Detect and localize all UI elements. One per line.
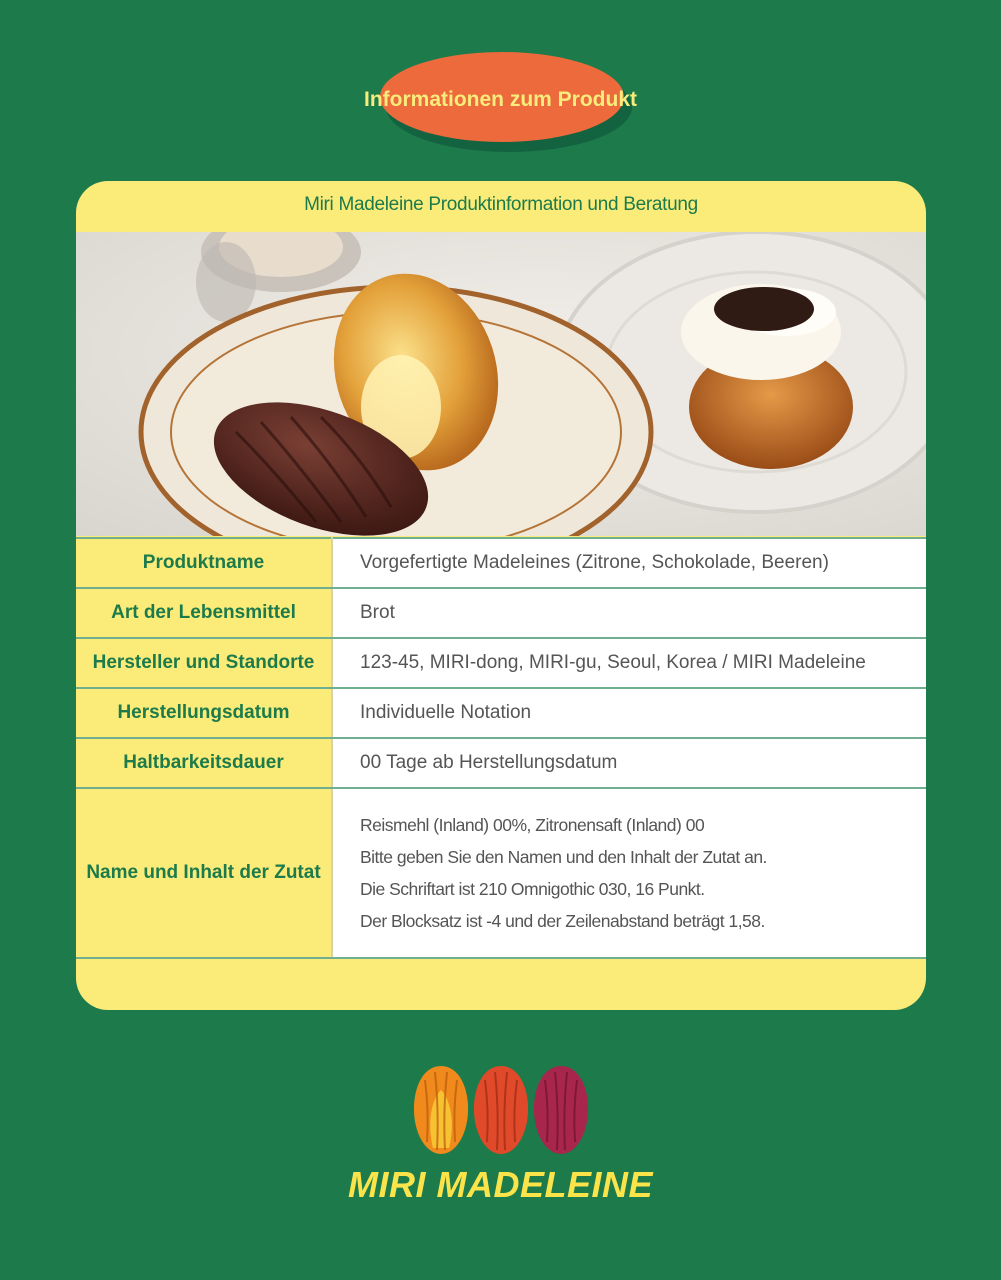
ingredient-line: Bitte geben Sie den Namen und den Inhalt der Zutat an. [360,847,767,867]
row-value-product-name: Vorgefertigte Madeleines (Zitrone, Schokolade, Beeren) [332,538,926,588]
product-photo [76,232,926,536]
product-info-card [76,181,926,1010]
row-label-shelf-life: Haltbarkeitsdauer [76,738,332,788]
card-title: Miri Madeleine Produktinformation und Beratung [304,194,698,215]
table-row [76,738,926,788]
table-row [76,538,926,588]
row-label-food-type: Art der Lebensmittel [76,588,332,638]
madeleine-orange-icon [414,1066,468,1154]
table-row [76,588,926,638]
page-title: Informationen zum Produkt [364,88,637,111]
table-row [76,688,926,738]
table-row [76,788,926,958]
row-label-ingredients: Name und Inhalt der Zutat [76,788,332,958]
row-label-product-name: Produktname [76,538,332,588]
ingredient-line: Reismehl (Inland) 00%, Zitronensaft (Inland) 00 [360,815,705,835]
row-label-manufacture-date: Herstellungsdatum [76,688,332,738]
ingredient-line: Der Blocksatz ist -4 und der Zeilenabstand beträgt 1,58. [360,911,765,931]
madeleine-red-icon [474,1066,528,1154]
ingredient-line: Die Schriftart ist 210 Omnigothic 030, 16 Punkt. [360,879,705,899]
row-value-ingredients [332,788,926,958]
brand-name: MIRI MADELEINE [347,1164,653,1205]
row-value-food-type: Brot [332,588,926,638]
madeleine-berry-icon [534,1066,588,1154]
row-value-manufacture-date: Individuelle Notation [332,688,926,738]
table-row [76,638,926,688]
row-value-manufacturer: 123-45, MIRI-dong, MIRI-gu, Seoul, Korea / MIRI Madeleine [332,638,926,688]
product-info-table [76,537,926,959]
row-value-shelf-life: 00 Tage ab Herstellungsdatum [332,738,926,788]
row-label-manufacturer: Hersteller und Standorte [76,638,332,688]
